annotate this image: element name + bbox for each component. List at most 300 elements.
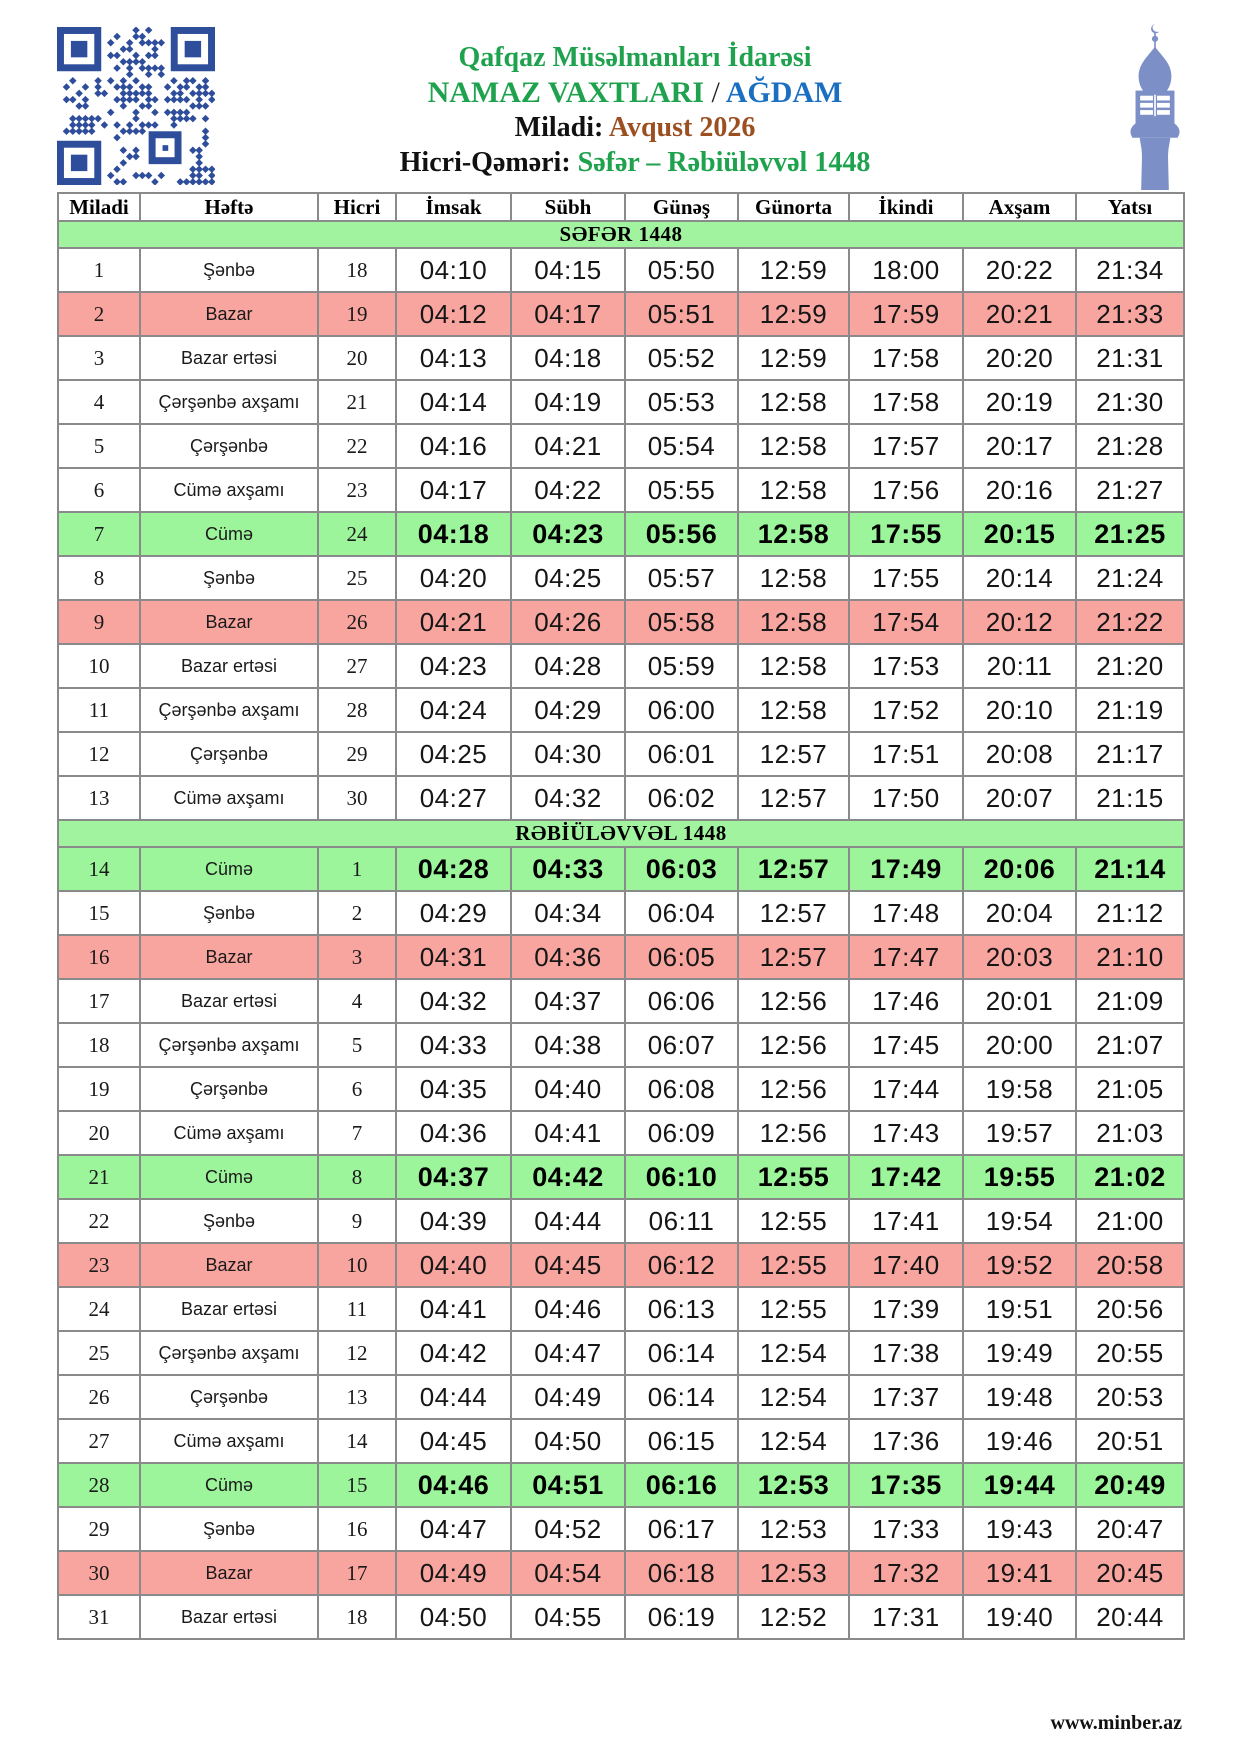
time-cell-yatsi: 21:03 (1076, 1111, 1184, 1155)
time-cell-ikindi: 18:00 (849, 248, 963, 292)
time-cell-ikindi: 17:43 (849, 1111, 963, 1155)
time-cell-gunorta: 12:58 (738, 380, 849, 424)
hicri-day-cell: 14 (318, 1419, 396, 1463)
time-cell-imsak: 04:42 (396, 1331, 511, 1375)
column-header-ikindi: İkindi (849, 193, 963, 221)
time-cell-gunorta: 12:58 (738, 424, 849, 468)
weekday-cell: Cümə (140, 1463, 318, 1507)
month-section-row (58, 221, 1184, 248)
time-cell-imsak: 04:14 (396, 380, 511, 424)
time-cell-ikindi: 17:37 (849, 1375, 963, 1419)
time-cell-imsak: 04:41 (396, 1287, 511, 1331)
time-cell-subh: 04:28 (511, 644, 625, 688)
weekday-cell: Çərşənbə axşamı (140, 1331, 318, 1375)
time-cell-gunes: 05:54 (625, 424, 738, 468)
time-cell-gunes: 06:08 (625, 1067, 738, 1111)
time-cell-gunorta: 12:58 (738, 512, 849, 556)
time-cell-subh: 04:22 (511, 468, 625, 512)
miladi-day-cell: 24 (58, 1287, 140, 1331)
time-cell-gunorta: 12:55 (738, 1287, 849, 1331)
table-row (58, 1551, 1184, 1595)
weekday-cell: Cümə (140, 1155, 318, 1199)
time-cell-ikindi: 17:58 (849, 336, 963, 380)
time-cell-ikindi: 17:49 (849, 847, 963, 891)
table-row (58, 935, 1184, 979)
miladi-day-cell: 28 (58, 1463, 140, 1507)
time-cell-axsam: 20:17 (963, 424, 1076, 468)
hicri-day-cell: 21 (318, 380, 396, 424)
miladi-day-cell: 17 (58, 979, 140, 1023)
time-cell-gunes: 06:00 (625, 688, 738, 732)
time-cell-yatsi: 20:58 (1076, 1243, 1184, 1287)
time-cell-ikindi: 17:33 (849, 1507, 963, 1551)
time-cell-gunorta: 12:57 (738, 732, 849, 776)
time-cell-gunes: 06:04 (625, 891, 738, 935)
time-cell-axsam: 19:43 (963, 1507, 1076, 1551)
time-cell-axsam: 20:14 (963, 556, 1076, 600)
time-cell-axsam: 20:15 (963, 512, 1076, 556)
hicri-day-cell: 18 (318, 1595, 396, 1639)
prayer-times-table (57, 192, 1185, 1640)
hicri-day-cell: 20 (318, 336, 396, 380)
time-cell-axsam: 19:46 (963, 1419, 1076, 1463)
weekday-cell: Bazar ertəsi (140, 336, 318, 380)
time-cell-imsak: 04:40 (396, 1243, 511, 1287)
time-cell-ikindi: 17:50 (849, 776, 963, 820)
time-cell-axsam: 19:44 (963, 1463, 1076, 1507)
table-row (58, 1199, 1184, 1243)
miladi-day-cell: 22 (58, 1199, 140, 1243)
miladi-day-cell: 9 (58, 600, 140, 644)
time-cell-subh: 04:18 (511, 336, 625, 380)
weekday-cell: Şənbə (140, 556, 318, 600)
miladi-day-cell: 31 (58, 1595, 140, 1639)
weekday-cell: Bazar (140, 1243, 318, 1287)
time-cell-axsam: 20:12 (963, 600, 1076, 644)
weekday-cell: Bazar ertəsi (140, 644, 318, 688)
time-cell-gunorta: 12:55 (738, 1155, 849, 1199)
time-cell-subh: 04:19 (511, 380, 625, 424)
hicri-line (225, 145, 1045, 180)
table-row (58, 1507, 1184, 1551)
time-cell-yatsi: 21:22 (1076, 600, 1184, 644)
hicri-day-cell: 5 (318, 1023, 396, 1067)
miladi-day-cell: 21 (58, 1155, 140, 1199)
table-row (58, 776, 1184, 820)
time-cell-yatsi: 21:19 (1076, 688, 1184, 732)
table-row (58, 732, 1184, 776)
weekday-cell: Cümə axşamı (140, 1111, 318, 1155)
hicri-day-cell: 16 (318, 1507, 396, 1551)
hicri-day-cell: 24 (318, 512, 396, 556)
weekday-cell: Çərşənbə (140, 424, 318, 468)
time-cell-imsak: 04:13 (396, 336, 511, 380)
time-cell-subh: 04:50 (511, 1419, 625, 1463)
time-cell-imsak: 04:31 (396, 935, 511, 979)
time-cell-gunorta: 12:58 (738, 644, 849, 688)
time-cell-ikindi: 17:55 (849, 556, 963, 600)
time-cell-gunorta: 12:53 (738, 1507, 849, 1551)
hicri-value: Səfər – Rəbiüləvvəl 1448 (577, 147, 871, 178)
time-cell-subh: 04:37 (511, 979, 625, 1023)
column-header-subh: Sübh (511, 193, 625, 221)
time-cell-ikindi: 17:39 (849, 1287, 963, 1331)
time-cell-axsam: 19:51 (963, 1287, 1076, 1331)
time-cell-axsam: 19:41 (963, 1551, 1076, 1595)
time-cell-subh: 04:52 (511, 1507, 625, 1551)
title-separator: / (711, 76, 720, 109)
miladi-day-cell: 30 (58, 1551, 140, 1595)
time-cell-yatsi: 21:09 (1076, 979, 1184, 1023)
time-cell-yatsi: 21:12 (1076, 891, 1184, 935)
time-cell-axsam: 20:04 (963, 891, 1076, 935)
weekday-cell: Cümə (140, 512, 318, 556)
hicri-day-cell: 6 (318, 1067, 396, 1111)
time-cell-subh: 04:36 (511, 935, 625, 979)
table-row (58, 1111, 1184, 1155)
time-cell-subh: 04:38 (511, 1023, 625, 1067)
time-cell-yatsi: 21:20 (1076, 644, 1184, 688)
table-row (58, 512, 1184, 556)
weekday-cell: Bazar (140, 600, 318, 644)
hicri-day-cell: 18 (318, 248, 396, 292)
time-cell-ikindi: 17:54 (849, 600, 963, 644)
time-cell-imsak: 04:37 (396, 1155, 511, 1199)
weekday-cell: Çərşənbə (140, 1067, 318, 1111)
column-header-gunorta: Günorta (738, 193, 849, 221)
weekday-cell: Bazar (140, 1551, 318, 1595)
time-cell-yatsi: 21:17 (1076, 732, 1184, 776)
time-cell-yatsi: 21:14 (1076, 847, 1184, 891)
time-cell-imsak: 04:27 (396, 776, 511, 820)
time-cell-subh: 04:21 (511, 424, 625, 468)
time-cell-axsam: 20:03 (963, 935, 1076, 979)
time-cell-gunes: 05:56 (625, 512, 738, 556)
weekday-cell: Şənbə (140, 248, 318, 292)
time-cell-ikindi: 17:40 (849, 1243, 963, 1287)
time-cell-gunorta: 12:57 (738, 935, 849, 979)
time-cell-gunes: 06:01 (625, 732, 738, 776)
time-cell-subh: 04:51 (511, 1463, 625, 1507)
time-cell-ikindi: 17:45 (849, 1023, 963, 1067)
time-cell-axsam: 20:06 (963, 847, 1076, 891)
time-cell-yatsi: 21:33 (1076, 292, 1184, 336)
time-cell-ikindi: 17:59 (849, 292, 963, 336)
hicri-day-cell: 4 (318, 979, 396, 1023)
time-cell-imsak: 04:36 (396, 1111, 511, 1155)
table-row (58, 292, 1184, 336)
time-cell-subh: 04:42 (511, 1155, 625, 1199)
time-cell-yatsi: 20:49 (1076, 1463, 1184, 1507)
time-cell-yatsi: 20:55 (1076, 1331, 1184, 1375)
table-row (58, 891, 1184, 935)
time-cell-axsam: 20:20 (963, 336, 1076, 380)
time-cell-gunorta: 12:55 (738, 1243, 849, 1287)
time-cell-axsam: 19:57 (963, 1111, 1076, 1155)
time-cell-gunes: 06:19 (625, 1595, 738, 1639)
time-cell-gunes: 06:11 (625, 1199, 738, 1243)
time-cell-imsak: 04:46 (396, 1463, 511, 1507)
table-row (58, 1287, 1184, 1331)
hicri-day-cell: 2 (318, 891, 396, 935)
time-cell-gunes: 06:18 (625, 1551, 738, 1595)
time-cell-subh: 04:40 (511, 1067, 625, 1111)
table-row (58, 644, 1184, 688)
time-cell-gunorta: 12:55 (738, 1199, 849, 1243)
time-cell-imsak: 04:23 (396, 644, 511, 688)
miladi-day-cell: 3 (58, 336, 140, 380)
time-cell-gunes: 05:59 (625, 644, 738, 688)
time-cell-axsam: 19:52 (963, 1243, 1076, 1287)
column-header-hicri: Hicri (318, 193, 396, 221)
table-header-row (58, 193, 1184, 221)
hicri-day-cell: 7 (318, 1111, 396, 1155)
time-cell-yatsi: 20:51 (1076, 1419, 1184, 1463)
time-cell-ikindi: 17:47 (849, 935, 963, 979)
time-cell-gunorta: 12:59 (738, 292, 849, 336)
time-cell-axsam: 19:55 (963, 1155, 1076, 1199)
table-row (58, 1243, 1184, 1287)
miladi-day-cell: 4 (58, 380, 140, 424)
time-cell-gunorta: 12:56 (738, 979, 849, 1023)
weekday-cell: Şənbə (140, 1507, 318, 1551)
hicri-day-cell: 12 (318, 1331, 396, 1375)
time-cell-gunes: 06:12 (625, 1243, 738, 1287)
weekday-cell: Çərşənbə (140, 1375, 318, 1419)
hicri-day-cell: 27 (318, 644, 396, 688)
hicri-day-cell: 1 (318, 847, 396, 891)
time-cell-imsak: 04:47 (396, 1507, 511, 1551)
time-cell-ikindi: 17:58 (849, 380, 963, 424)
time-cell-yatsi: 21:25 (1076, 512, 1184, 556)
time-cell-yatsi: 20:56 (1076, 1287, 1184, 1331)
time-cell-gunorta: 12:54 (738, 1331, 849, 1375)
time-cell-axsam: 19:54 (963, 1199, 1076, 1243)
time-cell-ikindi: 17:46 (849, 979, 963, 1023)
time-cell-gunorta: 12:58 (738, 688, 849, 732)
time-cell-imsak: 04:20 (396, 556, 511, 600)
time-cell-ikindi: 17:35 (849, 1463, 963, 1507)
time-cell-gunorta: 12:56 (738, 1067, 849, 1111)
time-cell-gunorta: 12:57 (738, 891, 849, 935)
table-row (58, 1419, 1184, 1463)
time-cell-ikindi: 17:41 (849, 1199, 963, 1243)
time-cell-gunes: 05:58 (625, 600, 738, 644)
time-cell-gunorta: 12:52 (738, 1595, 849, 1639)
time-cell-imsak: 04:17 (396, 468, 511, 512)
time-cell-subh: 04:45 (511, 1243, 625, 1287)
weekday-cell: Cümə axşamı (140, 776, 318, 820)
time-cell-yatsi: 21:24 (1076, 556, 1184, 600)
weekday-cell: Bazar ertəsi (140, 1595, 318, 1639)
time-cell-gunes: 06:10 (625, 1155, 738, 1199)
time-cell-gunes: 06:14 (625, 1331, 738, 1375)
miladi-day-cell: 29 (58, 1507, 140, 1551)
time-cell-gunes: 06:16 (625, 1463, 738, 1507)
time-cell-gunorta: 12:58 (738, 556, 849, 600)
time-cell-imsak: 04:49 (396, 1551, 511, 1595)
time-cell-imsak: 04:45 (396, 1419, 511, 1463)
time-cell-subh: 04:46 (511, 1287, 625, 1331)
time-cell-imsak: 04:21 (396, 600, 511, 644)
time-cell-axsam: 19:48 (963, 1375, 1076, 1419)
time-cell-gunes: 05:50 (625, 248, 738, 292)
time-cell-gunorta: 12:59 (738, 248, 849, 292)
table-row (58, 688, 1184, 732)
time-cell-gunorta: 12:53 (738, 1463, 849, 1507)
table-row (58, 1375, 1184, 1419)
miladi-day-cell: 1 (58, 248, 140, 292)
miladi-value: Avqust 2026 (608, 112, 756, 143)
time-cell-gunorta: 12:56 (738, 1023, 849, 1067)
minaret-icon (1126, 24, 1184, 190)
weekday-cell: Cümə (140, 847, 318, 891)
column-header-axsam: Axşam (963, 193, 1076, 221)
time-cell-gunes: 06:09 (625, 1111, 738, 1155)
miladi-day-cell: 6 (58, 468, 140, 512)
weekday-cell: Şənbə (140, 1199, 318, 1243)
miladi-day-cell: 27 (58, 1419, 140, 1463)
time-cell-gunes: 06:07 (625, 1023, 738, 1067)
time-cell-subh: 04:26 (511, 600, 625, 644)
time-cell-gunes: 05:57 (625, 556, 738, 600)
time-cell-gunes: 05:52 (625, 336, 738, 380)
time-cell-subh: 04:55 (511, 1595, 625, 1639)
miladi-day-cell: 5 (58, 424, 140, 468)
time-cell-subh: 04:49 (511, 1375, 625, 1419)
time-cell-ikindi: 17:31 (849, 1595, 963, 1639)
time-cell-yatsi: 21:00 (1076, 1199, 1184, 1243)
time-cell-axsam: 20:01 (963, 979, 1076, 1023)
time-cell-gunes: 06:05 (625, 935, 738, 979)
table-row (58, 556, 1184, 600)
time-cell-subh: 04:47 (511, 1331, 625, 1375)
weekday-cell: Çərşənbə (140, 732, 318, 776)
time-cell-subh: 04:15 (511, 248, 625, 292)
time-cell-gunes: 06:14 (625, 1375, 738, 1419)
time-cell-ikindi: 17:56 (849, 468, 963, 512)
time-cell-ikindi: 17:53 (849, 644, 963, 688)
time-cell-axsam: 20:21 (963, 292, 1076, 336)
time-cell-axsam: 20:00 (963, 1023, 1076, 1067)
table-row (58, 380, 1184, 424)
miladi-day-cell: 11 (58, 688, 140, 732)
table-row (58, 847, 1184, 891)
hicri-day-cell: 22 (318, 424, 396, 468)
time-cell-axsam: 19:49 (963, 1331, 1076, 1375)
time-cell-gunorta: 12:56 (738, 1111, 849, 1155)
table-row (58, 1067, 1184, 1111)
time-cell-gunes: 06:15 (625, 1419, 738, 1463)
miladi-day-cell: 13 (58, 776, 140, 820)
miladi-day-cell: 14 (58, 847, 140, 891)
time-cell-gunes: 05:55 (625, 468, 738, 512)
time-cell-gunorta: 12:57 (738, 847, 849, 891)
time-cell-ikindi: 17:38 (849, 1331, 963, 1375)
time-cell-axsam: 19:40 (963, 1595, 1076, 1639)
time-cell-gunes: 06:17 (625, 1507, 738, 1551)
organization-title: Qafqaz Müsəlmanları İdarəsi (458, 42, 812, 73)
hicri-day-cell: 11 (318, 1287, 396, 1331)
time-cell-gunorta: 12:53 (738, 1551, 849, 1595)
month-section-title: SƏFƏR 1448 (58, 221, 1184, 248)
time-cell-yatsi: 21:27 (1076, 468, 1184, 512)
weekday-cell: Bazar ertəsi (140, 1287, 318, 1331)
time-cell-imsak: 04:25 (396, 732, 511, 776)
time-cell-yatsi: 21:10 (1076, 935, 1184, 979)
table-row (58, 1023, 1184, 1067)
column-header-yatsi: Yatsı (1076, 193, 1184, 221)
table-row (58, 424, 1184, 468)
column-header-imsak: İmsak (396, 193, 511, 221)
table-row (58, 600, 1184, 644)
time-cell-imsak: 04:33 (396, 1023, 511, 1067)
column-header-miladi: Miladi (58, 193, 140, 221)
time-cell-yatsi: 20:47 (1076, 1507, 1184, 1551)
miladi-day-cell: 12 (58, 732, 140, 776)
time-cell-imsak: 04:32 (396, 979, 511, 1023)
time-cell-ikindi: 17:52 (849, 688, 963, 732)
hicri-day-cell: 10 (318, 1243, 396, 1287)
miladi-day-cell: 23 (58, 1243, 140, 1287)
website-text: www.minber.az (1050, 1712, 1182, 1734)
hicri-day-cell: 26 (318, 600, 396, 644)
city-name: AĞDAM (725, 76, 843, 109)
time-cell-yatsi: 21:30 (1076, 380, 1184, 424)
time-cell-subh: 04:41 (511, 1111, 625, 1155)
miladi-day-cell: 15 (58, 891, 140, 935)
hicri-day-cell: 15 (318, 1463, 396, 1507)
time-cell-axsam: 20:08 (963, 732, 1076, 776)
qr-code (57, 27, 215, 185)
miladi-line (225, 110, 1045, 145)
time-cell-ikindi: 17:55 (849, 512, 963, 556)
time-cell-gunes: 05:53 (625, 380, 738, 424)
time-cell-axsam: 20:19 (963, 380, 1076, 424)
miladi-day-cell: 25 (58, 1331, 140, 1375)
time-cell-ikindi: 17:48 (849, 891, 963, 935)
weekday-cell: Çərşənbə axşamı (140, 1023, 318, 1067)
table-row (58, 1155, 1184, 1199)
column-header-gunes: Günəş (625, 193, 738, 221)
weekday-cell: Bazar (140, 292, 318, 336)
time-cell-ikindi: 17:32 (849, 1551, 963, 1595)
header-titles (225, 40, 1045, 180)
time-cell-yatsi: 21:07 (1076, 1023, 1184, 1067)
time-cell-subh: 04:29 (511, 688, 625, 732)
column-header-hefte: Həftə (140, 193, 318, 221)
time-cell-gunes: 06:13 (625, 1287, 738, 1331)
time-cell-imsak: 04:18 (396, 512, 511, 556)
miladi-day-cell: 10 (58, 644, 140, 688)
table-row (58, 1463, 1184, 1507)
time-cell-axsam: 20:10 (963, 688, 1076, 732)
time-cell-yatsi: 20:44 (1076, 1595, 1184, 1639)
time-cell-imsak: 04:29 (396, 891, 511, 935)
hicri-day-cell: 8 (318, 1155, 396, 1199)
time-cell-yatsi: 21:28 (1076, 424, 1184, 468)
time-cell-imsak: 04:12 (396, 292, 511, 336)
table-row (58, 979, 1184, 1023)
time-cell-gunorta: 12:58 (738, 468, 849, 512)
table-row (58, 468, 1184, 512)
time-cell-gunorta: 12:58 (738, 600, 849, 644)
time-cell-subh: 04:33 (511, 847, 625, 891)
time-cell-subh: 04:17 (511, 292, 625, 336)
hicri-day-cell: 23 (318, 468, 396, 512)
time-cell-subh: 04:44 (511, 1199, 625, 1243)
weekday-cell: Cümə axşamı (140, 1419, 318, 1463)
